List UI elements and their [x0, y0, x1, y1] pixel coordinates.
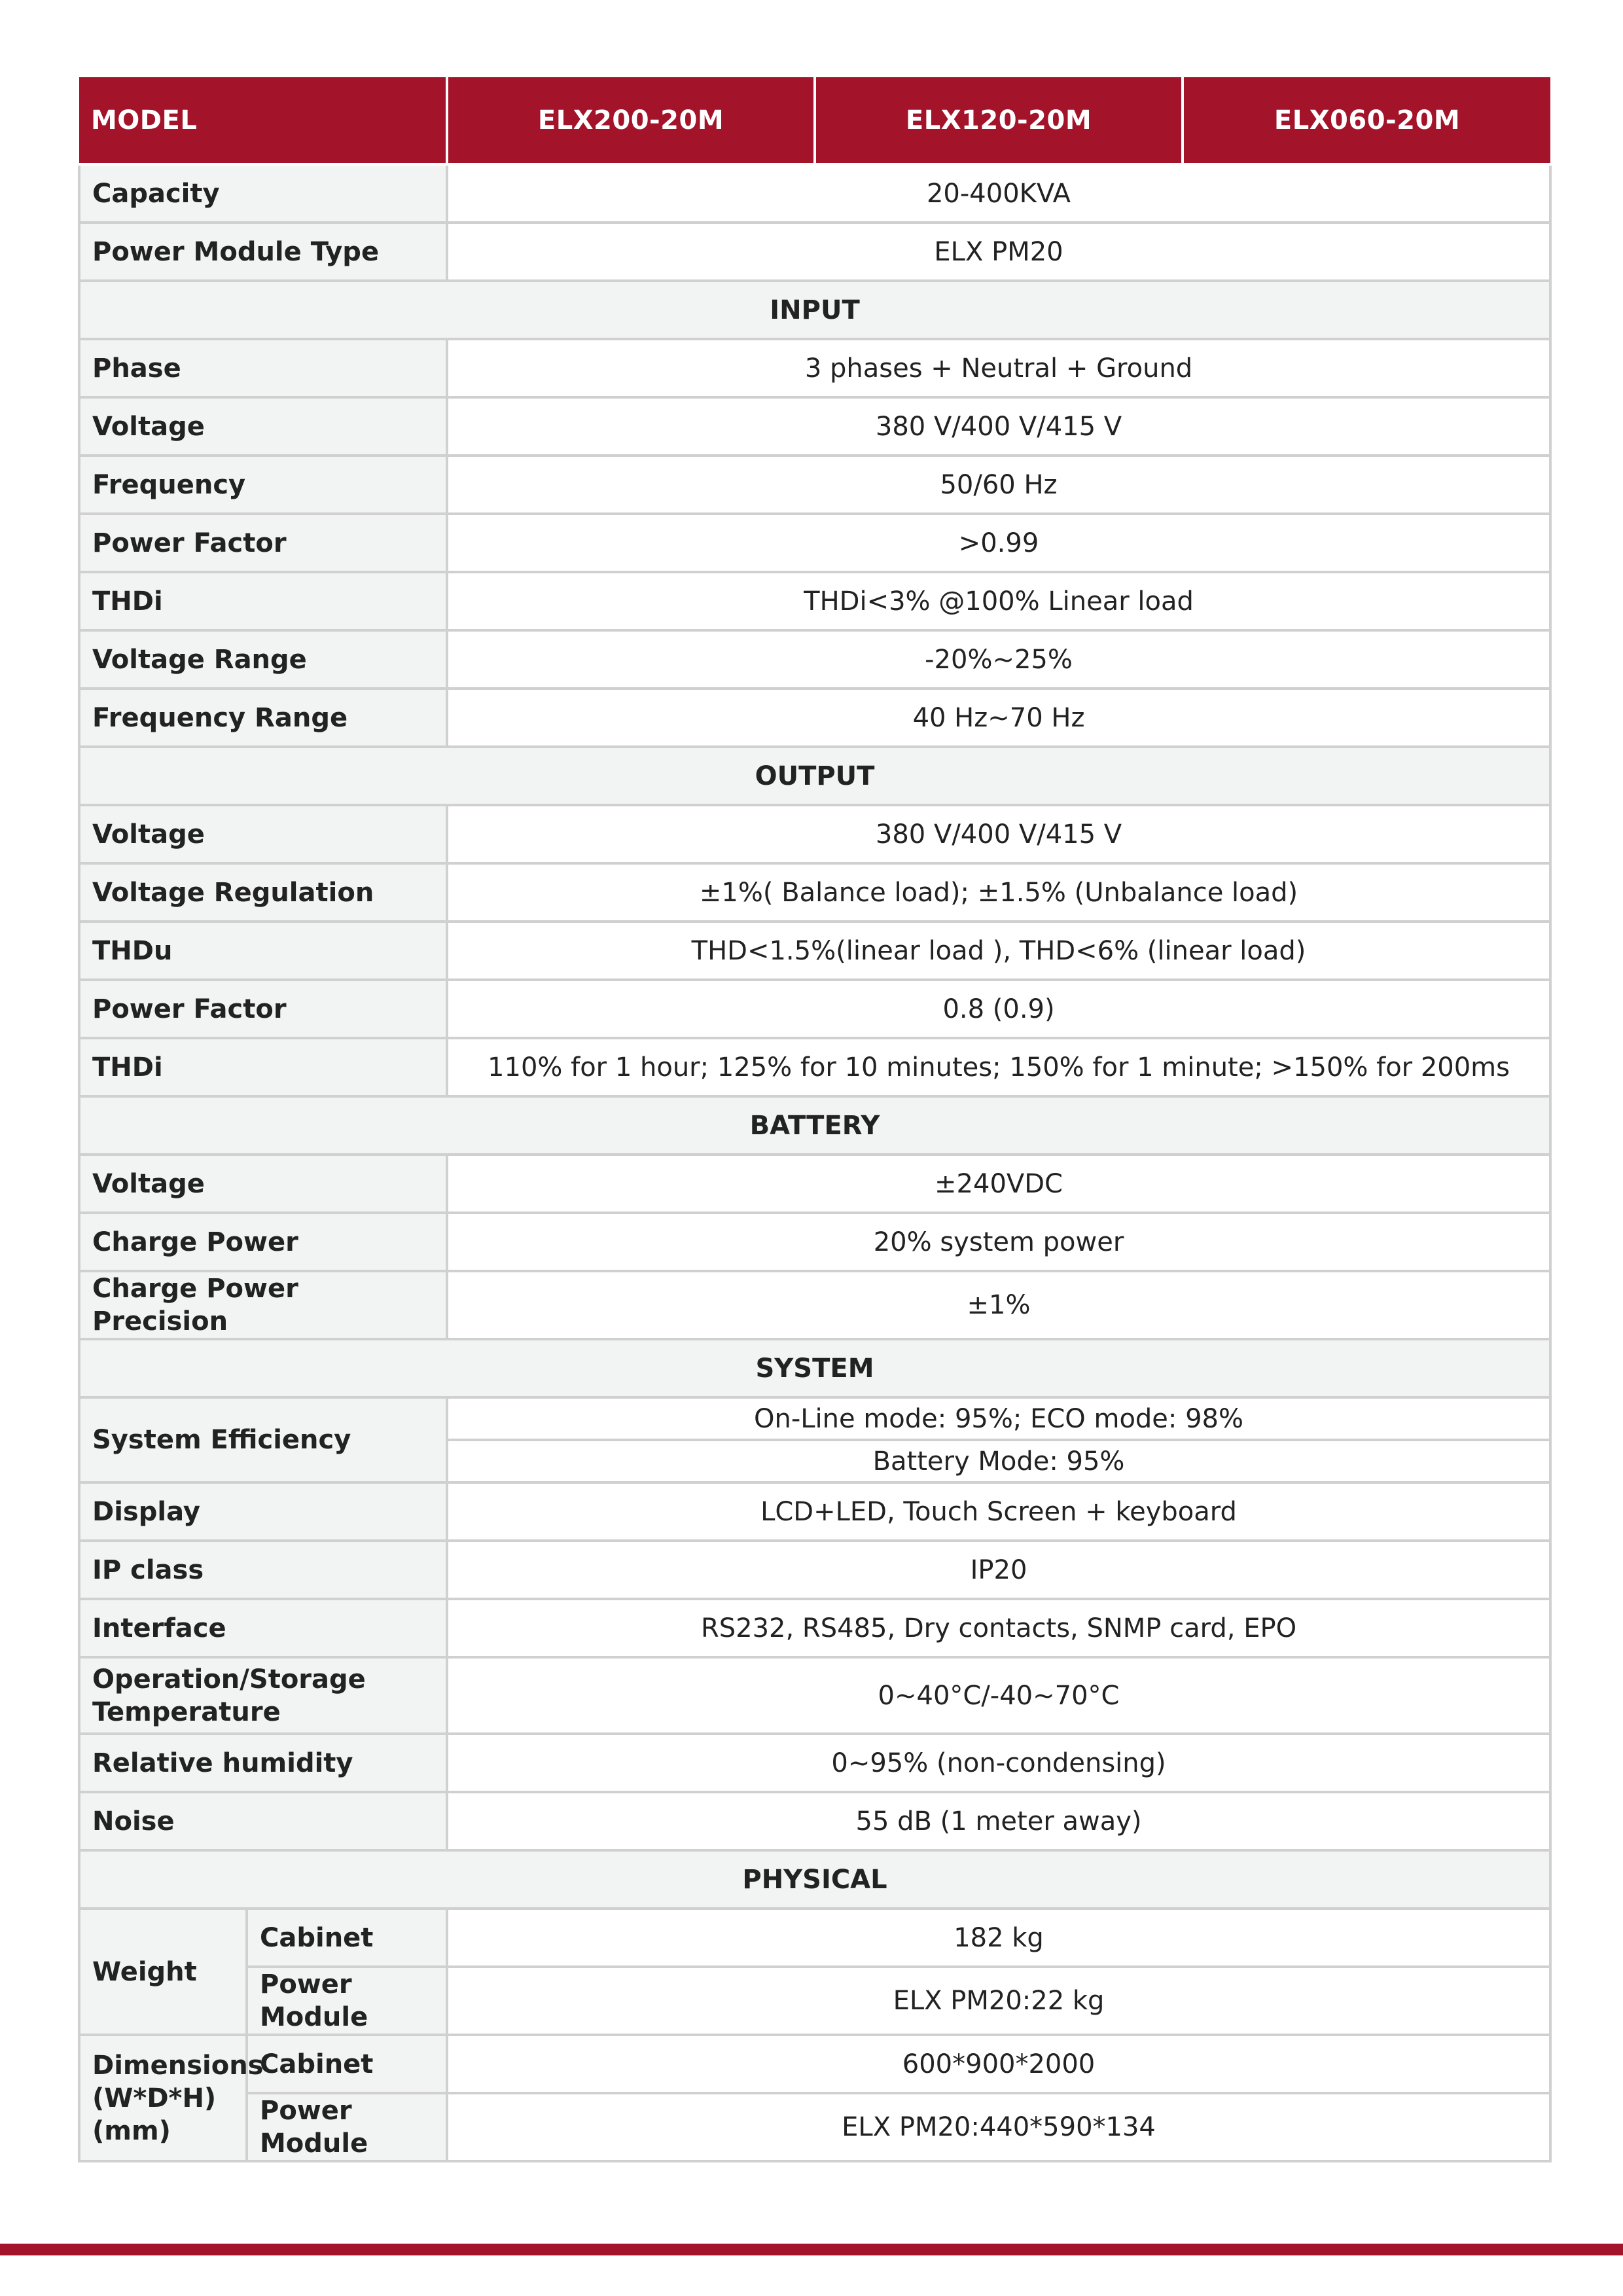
section-row — [79, 747, 1550, 805]
input-frequency-range-value: 40 Hz~70 Hz — [447, 689, 1550, 747]
battery-section-title: BATTERY — [79, 1096, 1550, 1155]
dimensions-module-value: ELX PM20:440*590*134 — [447, 2093, 1550, 2161]
display-label: Display — [79, 1482, 447, 1541]
table-row — [79, 514, 1550, 572]
table-row — [79, 980, 1550, 1038]
input-frequency-range-label: Frequency Range — [79, 689, 447, 747]
input-power-factor-label: Power Factor — [79, 514, 447, 572]
output-power-factor-label: Power Factor — [79, 980, 447, 1038]
section-row — [79, 1096, 1550, 1155]
table-row — [79, 1541, 1550, 1599]
dimensions-label-line2: (W*D*H) — [92, 2083, 217, 2113]
battery-voltage-value: ±240VDC — [447, 1155, 1550, 1213]
table-row — [79, 223, 1550, 281]
output-voltage-value: 380 V/400 V/415 V — [447, 805, 1550, 863]
table-row — [79, 1657, 1550, 1734]
section-row — [79, 1339, 1550, 1397]
table-row — [79, 1909, 1550, 1967]
physical-section-title: PHYSICAL — [79, 1850, 1550, 1909]
efficiency-value-online: On-Line mode: 95%; ECO mode: 98% — [447, 1397, 1550, 1440]
noise-value: 55 dB (1 meter away) — [447, 1792, 1550, 1850]
efficiency-label: System Efficiency — [79, 1397, 447, 1482]
interface-label: Interface — [79, 1599, 447, 1657]
section-row — [79, 281, 1550, 339]
input-voltage-value: 380 V/400 V/415 V — [447, 397, 1550, 456]
output-voltage-label: Voltage — [79, 805, 447, 863]
display-value: LCD+LED, Touch Screen + keyboard — [447, 1482, 1550, 1541]
input-voltage-range-value: -20%~25% — [447, 630, 1550, 689]
table-row — [79, 572, 1550, 630]
weight-cabinet-value: 182 kg — [447, 1909, 1550, 1967]
output-power-factor-value: 0.8 (0.9) — [447, 980, 1550, 1038]
table-row — [79, 339, 1550, 397]
table-row — [79, 1271, 1550, 1339]
humidity-label: Relative humidity — [79, 1734, 447, 1792]
model-elx120: ELX120-20M — [815, 77, 1183, 164]
charge-precision-value: ±1% — [447, 1271, 1550, 1339]
system-section-title: SYSTEM — [79, 1339, 1550, 1397]
input-voltage-range-label: Voltage Range — [79, 630, 447, 689]
dimensions-label-line1: Dimensions — [92, 2050, 264, 2081]
dimensions-module-label: Power Module — [247, 2093, 447, 2161]
dimensions-label-line3: (mm) — [92, 2115, 171, 2146]
table-row — [79, 164, 1550, 223]
dimensions-cabinet-label: Cabinet — [247, 2035, 447, 2093]
interface-value: RS232, RS485, Dry contacts, SNMP card, EPO — [447, 1599, 1550, 1657]
table-row — [79, 2093, 1550, 2161]
output-thdu-value: THD<1.5%(linear load ), THD<6% (linear load) — [447, 922, 1550, 980]
output-section-title: OUTPUT — [79, 747, 1550, 805]
charge-power-label: Charge Power — [79, 1213, 447, 1271]
noise-label: Noise — [79, 1792, 447, 1850]
table-row — [79, 922, 1550, 980]
table-row — [79, 1967, 1550, 2035]
module-type-value: ELX PM20 — [447, 223, 1550, 281]
temperature-label-line2: Temperature — [92, 1696, 281, 1727]
weight-module-label: Power Module — [247, 1967, 447, 2035]
table-row — [79, 1213, 1550, 1271]
table-row — [79, 1734, 1550, 1792]
table-header-row — [79, 77, 1550, 164]
section-row — [79, 1850, 1550, 1909]
output-thdi-value: 110% for 1 hour; 125% for 10 minutes; 150% for 1 minute; >150% for 200ms — [447, 1038, 1550, 1096]
model-elx200: ELX200-20M — [447, 77, 815, 164]
temperature-label-line1: Operation/Storage — [92, 1664, 366, 1695]
table-row — [79, 1397, 1550, 1440]
charge-precision-label: Charge Power Precision — [79, 1271, 447, 1339]
weight-cabinet-label: Cabinet — [247, 1909, 447, 1967]
table-row — [79, 863, 1550, 922]
footer-accent-bar — [0, 2244, 1623, 2255]
table-row — [79, 1482, 1550, 1541]
output-thdi-label: THDi — [79, 1038, 447, 1096]
dimensions-label — [79, 2035, 264, 2161]
input-frequency-value: 50/60 Hz — [447, 456, 1550, 514]
module-type-label: Power Module Type — [79, 223, 447, 281]
weight-module-value: ELX PM20:22 kg — [447, 1967, 1550, 2035]
humidity-value: 0~95% (non-condensing) — [447, 1734, 1550, 1792]
table-row — [79, 1038, 1550, 1096]
temperature-label — [79, 1657, 447, 1734]
input-thdi-value: THDi<3% @100% Linear load — [447, 572, 1550, 630]
weight-label: Weight — [79, 1909, 247, 2035]
temperature-value: 0~40°C/-40~70°C — [447, 1657, 1550, 1734]
output-regulation-label: Voltage Regulation — [79, 863, 447, 922]
ip-class-value: IP20 — [447, 1541, 1550, 1599]
output-regulation-value: ±1%( Balance load); ±1.5% (Unbalance load) — [447, 863, 1550, 922]
input-phase-value: 3 phases + Neutral + Ground — [447, 339, 1550, 397]
model-header: MODEL — [79, 77, 447, 164]
battery-voltage-label: Voltage — [79, 1155, 447, 1213]
table-row — [79, 630, 1550, 689]
input-voltage-label: Voltage — [79, 397, 447, 456]
table-row — [79, 689, 1550, 747]
dimensions-cabinet-value: 600*900*2000 — [447, 2035, 1550, 2093]
capacity-value: 20-400KVA — [447, 164, 1550, 223]
input-section-title: INPUT — [79, 281, 1550, 339]
input-thdi-label: THDi — [79, 572, 447, 630]
table-row — [79, 805, 1550, 863]
table-row — [79, 1599, 1550, 1657]
ip-class-label: IP class — [79, 1541, 447, 1599]
table-row — [79, 1792, 1550, 1850]
table-row — [79, 1155, 1550, 1213]
charge-power-value: 20% system power — [447, 1213, 1550, 1271]
input-power-factor-value: >0.99 — [447, 514, 1550, 572]
model-elx060: ELX060-20M — [1183, 77, 1550, 164]
specification-table — [78, 77, 1552, 2162]
spec-sheet — [78, 77, 1549, 2162]
capacity-label: Capacity — [79, 164, 447, 223]
input-frequency-label: Frequency — [79, 456, 447, 514]
output-thdu-label: THDu — [79, 922, 447, 980]
table-row — [79, 456, 1550, 514]
efficiency-value-battery: Battery Mode: 95% — [447, 1440, 1550, 1482]
input-phase-label: Phase — [79, 339, 447, 397]
table-row — [79, 397, 1550, 456]
table-row — [79, 2035, 1550, 2093]
